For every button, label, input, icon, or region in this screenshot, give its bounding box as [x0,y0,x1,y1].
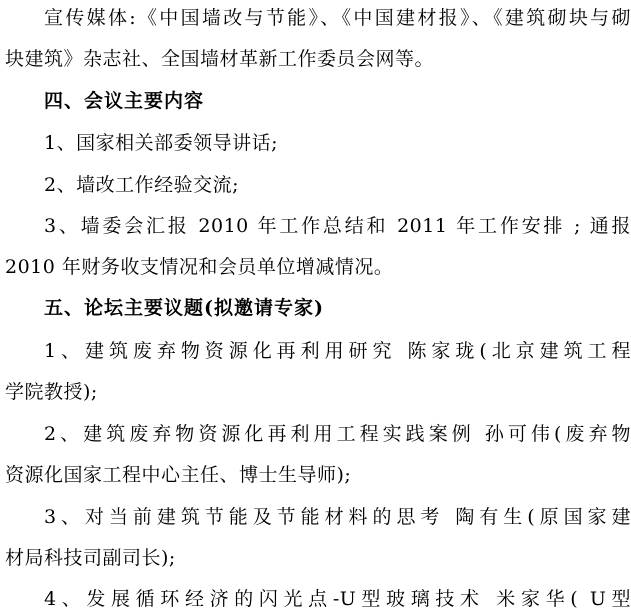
forum-topic-3-line-2: 材局科技司副司长); [5,547,176,569]
forum-topic-3-line-1: 3、对当前建筑节能及节能材料的思考 陶有生(原国家建 [44,506,631,528]
forum-topic-2-line-1: 2、建筑废弃物资源化再利用工程实践案例 孙可伟(废弃物 [44,423,631,445]
meeting-item-1: 1、国家相关部委领导讲话; [44,132,278,154]
forum-topic-1-line-1: 1、建筑废弃物资源化再利用研究 陈家珑(北京建筑工程 [44,340,631,362]
meeting-item-3-line-2: 2010 年财务收支情况和会员单位增减情况。 [5,256,394,278]
forum-topic-2-line-2: 资源化国家工程中心主任、博士生导师); [5,464,352,486]
paragraph-publicity-media-line-1: 宣传媒体:《中国墙改与节能》、《中国建材报》、《建筑砌块与砌 [44,7,631,29]
paragraph-publicity-media-line-2: 块建筑》杂志社、全国墙材革新工作委员会网等。 [5,48,435,70]
forum-topic-4-line-1: 4、发展循环经济的闪光点-U型玻璃技术 米家华( U型 [44,588,631,610]
section-heading-meeting-content: 四、会议主要内容 [44,90,205,112]
meeting-item-3-line-1: 3、墙委会汇报 2010 年工作总结和 2011 年工作安排 ; 通报 [44,215,631,237]
forum-topic-1-line-2: 学院教授); [5,381,98,403]
section-heading-forum-topics: 五、论坛主要议题(拟邀请专家) [44,297,324,319]
meeting-item-2: 2、墙改工作经验交流; [44,174,239,196]
